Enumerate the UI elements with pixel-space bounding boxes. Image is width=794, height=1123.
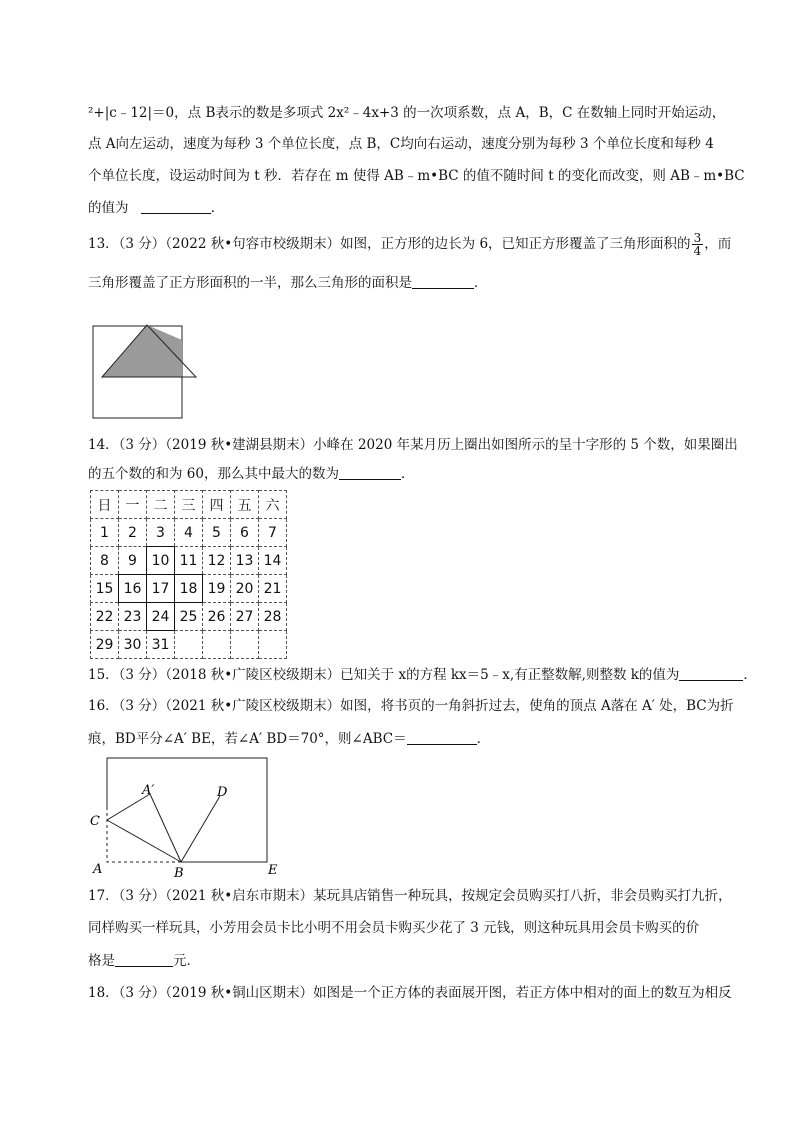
calendar-row	[91, 575, 287, 603]
q17-line1: 17．（3 分）（2021 秋•启东市期末）某玩具店销售一种玩具，按规定会员购买打八折，非会员购买打九折，	[88, 888, 732, 904]
calendar-row	[91, 547, 287, 575]
calendar-cell: 8	[91, 547, 119, 575]
calendar-cell: 30	[119, 631, 147, 659]
calendar-cell: 4	[175, 519, 203, 547]
folded-corner-dashed	[107, 807, 181, 862]
q15-line1	[88, 666, 757, 684]
q13-line1	[88, 232, 731, 257]
q14-line1: 14．（3 分）（2019 秋•建湖县期末）小峰在 2020 年某月历上圈出如图所示的呈十字形的 5 个数，如果圈出	[88, 437, 738, 453]
label-b: B	[174, 866, 184, 878]
q13-figure	[88, 322, 200, 420]
calendar-row	[91, 519, 287, 547]
calendar-cell: 11	[175, 547, 203, 575]
calendar-cell	[203, 631, 231, 659]
q14-answer-blank	[339, 465, 401, 480]
q17-line2: 同样购买一样玩具，小芳用会员卡比小明不用会员卡购买少花了 3 元钱，则这种玩具用会员卡购买的价	[88, 920, 700, 936]
q16-line2-text: 痕，BD平分∠A′ BE，若∠A′ BD＝70°，则∠ABC＝	[88, 731, 407, 747]
calendar-cell: 15	[91, 575, 119, 603]
label-c: C	[90, 814, 100, 829]
calendar-cell-circled: 16	[119, 575, 147, 603]
q17-line3-b: 元．	[173, 953, 200, 969]
q12-line3: 个单位长度，设运动时间为 t 秒．若存在 m 使得 AB﹣m•BC 的值不随时间 t 的变化而改变，则 AB﹣m•BC	[88, 168, 745, 184]
q13-line2-text: 三角形覆盖了正方形面积的一半，那么三角形的面积是	[88, 275, 412, 291]
q13-fraction	[692, 232, 704, 257]
calendar-row	[91, 631, 287, 659]
segment-a-prime-b	[150, 794, 181, 862]
label-d: D	[217, 785, 228, 800]
calendar-cell: 13	[231, 547, 259, 575]
q16-end-mark: ．	[476, 731, 491, 747]
calendar-cell: 23	[119, 603, 147, 631]
overlap-region	[102, 325, 182, 377]
q13-end-mark: ．	[474, 275, 488, 291]
q17-line3	[88, 952, 200, 970]
calendar-cell-circled: 24	[147, 603, 175, 631]
q12-line4	[88, 199, 224, 217]
page-outline	[107, 758, 267, 862]
calendar-cell: 19	[203, 575, 231, 603]
q13-frac-den: 4	[693, 244, 702, 258]
q13-line2	[88, 274, 488, 292]
calendar-cell: 6	[231, 519, 259, 547]
calendar-cell	[259, 631, 287, 659]
calendar-cell: 29	[91, 631, 119, 659]
q17-line3-a: 格是	[88, 953, 115, 969]
q12-line1: ²+|c﹣12|＝0，点 B表示的数是多项式 2x²﹣4x+3 的一次项系数，点 A，B，C 在数轴上同时开始运动，	[88, 105, 726, 121]
fold-crease-bc	[107, 820, 181, 862]
calendar-cell: 9	[119, 547, 147, 575]
q15-answer-blank	[679, 666, 743, 681]
calendar-header: 一	[119, 491, 147, 519]
q15-end-mark: ．	[743, 667, 757, 683]
q18-line1: 18．（3 分）（2019 秋•铜山区期末）如图是一个正方体的表面展开图，若正方体中相对的面上的数互为相反	[88, 985, 732, 1001]
calendar-cell: 21	[259, 575, 287, 603]
calendar-cell: 27	[231, 603, 259, 631]
calendar-header-row	[91, 491, 287, 519]
calendar-cell: 2	[119, 519, 147, 547]
calendar-header: 五	[231, 491, 259, 519]
label-e: E	[268, 863, 278, 878]
calendar-header: 六	[259, 491, 287, 519]
calendar-cell: 26	[203, 603, 231, 631]
q12-line2: 点 A向左运动，速度为每秒 3 个单位长度，点 B，C均向右运动，速度分别为每秒 3 个单位长度和每秒 4	[88, 136, 714, 152]
calendar-cell: 7	[259, 519, 287, 547]
calendar-cell: 22	[91, 603, 119, 631]
calendar-cell: 14	[259, 547, 287, 575]
calendar-cell: 1	[91, 519, 119, 547]
q13-answer-blank	[412, 274, 474, 289]
q17-answer-blank	[115, 952, 173, 967]
calendar-cell: 25	[175, 603, 203, 631]
calendar-header: 三	[175, 491, 203, 519]
calendar-header: 四	[203, 491, 231, 519]
q13-text-b: ，而	[704, 236, 732, 252]
calendar-cell: 3	[147, 519, 175, 547]
q14-end-mark: ．	[400, 466, 415, 482]
q12-answer-blank	[141, 199, 211, 214]
q14-line2	[88, 465, 414, 483]
q14-line2-text: 的五个数的和为 60，那么其中最大的数为	[88, 466, 339, 482]
q12-end-mark: ．	[210, 200, 225, 216]
q13-text-a: 13．（3 分）（2022 秋•句容市校级期末）如图，正方形的边长为 6，已知正方形覆盖了三角形面积的	[88, 236, 691, 252]
calendar-cell: 20	[231, 575, 259, 603]
label-a: A	[93, 862, 103, 877]
q15-text: 15．（3 分）（2018 秋•广陵区校级期末）已知关于 x的方程 kx＝5﹣x,有正整数解,则整数 k的值为	[88, 667, 680, 683]
calendar-cell: 28	[259, 603, 287, 631]
calendar-cell	[175, 631, 203, 659]
calendar-table	[90, 490, 287, 659]
q16-figure	[88, 752, 288, 878]
q16-answer-blank	[407, 730, 477, 745]
q12-answer-prefix: 的值为	[88, 200, 129, 216]
label-a-prime: A′	[142, 783, 155, 798]
calendar-cell: 5	[203, 519, 231, 547]
calendar-cell: 12	[203, 547, 231, 575]
q13-frac-num: 3	[693, 231, 702, 245]
calendar-cell: 31	[147, 631, 175, 659]
calendar-header: 二	[147, 491, 175, 519]
bisector-bd	[181, 796, 220, 862]
calendar-header: 日	[91, 491, 119, 519]
calendar-cell-circled: 10	[147, 547, 175, 575]
q16-line2	[88, 730, 490, 748]
calendar-cell-circled: 18	[175, 575, 203, 603]
q16-line1: 16．（3 分）（2021 秋•广陵区校级期末）如图，将书页的一角斜折过去，使角的顶点 A落在 A′ 处，BC为折	[88, 698, 734, 714]
calendar-row	[91, 603, 287, 631]
calendar-cell: 17	[147, 575, 175, 603]
calendar-cell	[231, 631, 259, 659]
